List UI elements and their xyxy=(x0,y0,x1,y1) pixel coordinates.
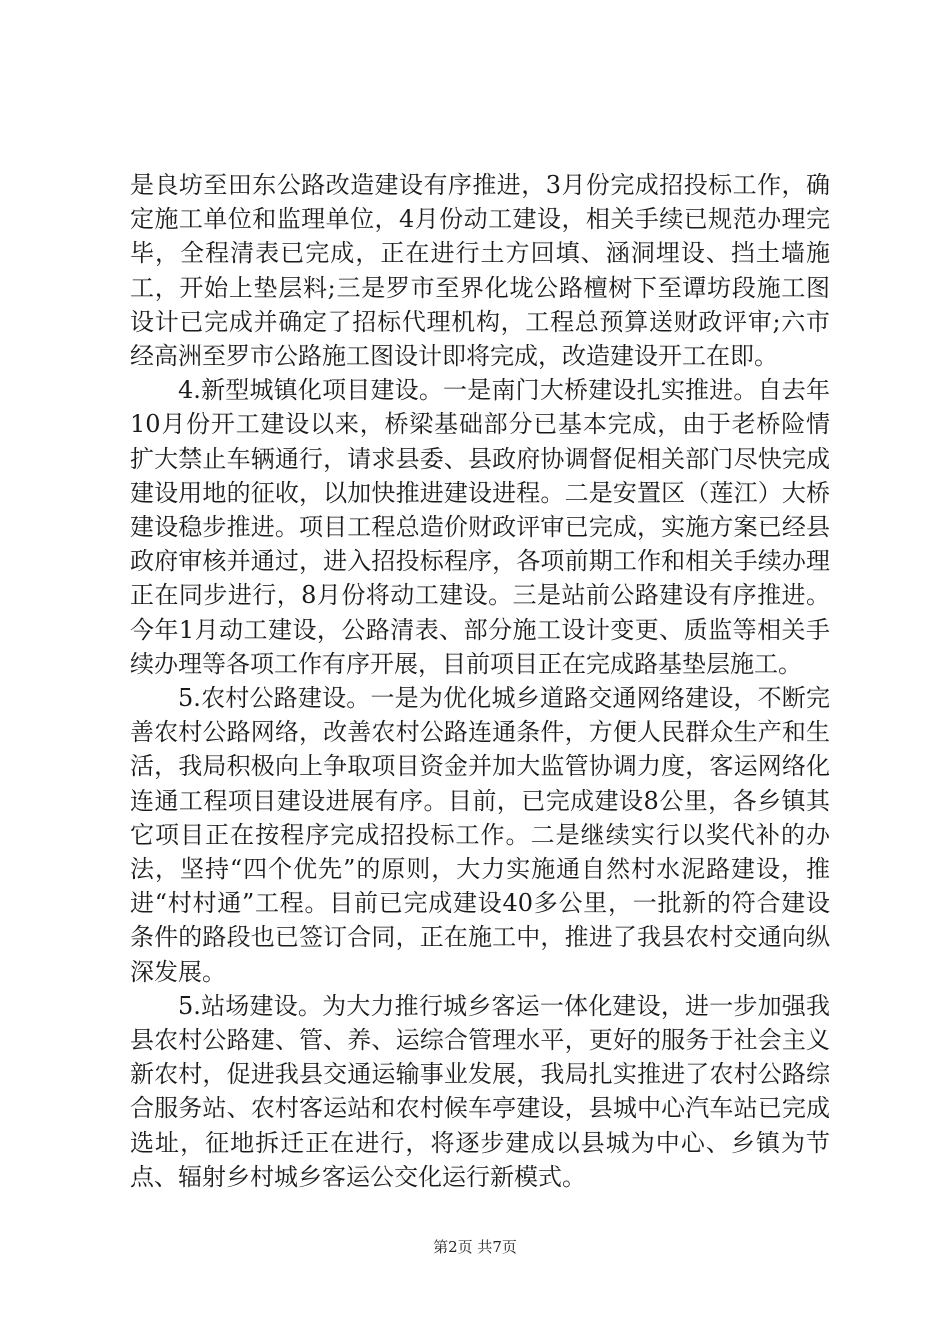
paragraph-continuation: 是良坊至田东公路改造建设有序推进，3月份完成招投标工作，确定施工单位和监理单位，4月份动工建设，相关手续已规范办理完毕，全程清表已完成，正在进行土方回填、涵洞埋设、挡土墙施工，开始上垫层料;三是罗市至界化垅公路檀树下至谭坊段施工图设计已完成并确定了招标代理机构，工程总预算送财政评审;六市经高洲至罗市公路施工图设计即将完成，改造建设开工在即。 xyxy=(130,171,830,371)
paragraph-new-urbanization: 4.新型城镇化项目建设。一是南门大桥建设扎实推进。自去年10月份开工建设以来，桥梁基础部分已基本完成，由于老桥险情扩大禁止车辆通行，请求县委、县政府协调督促相关部门尽快完成建设用地的征收，以加快推进建设进程。二是安置区（莲江）大桥建设稳步推进。项目工程总造价财政评审已完成，实施方案已经县政府审核并通过，进入招投标程序，各项前期工作和相关手续办理正在同步进行，8月份将动工建设。三是站前公路建设有序推进。今年1月动工建设，公路清表、部分施工设计变更、质监等相关手续办理等各项工作有序开展，目前项目正在完成路基垫层施工。 xyxy=(130,376,830,678)
paragraph-rural-roads: 5.农村公路建设。一是为优化城乡道路交通网络建设，不断完善农村公路网络，改善农村公路连通条件，方便人民群众生产和生活，我局积极向上争取项目资金并加大监管协调力度，客运网络化连通工程项目建设进展有序。目前，已完成建设8公里，各乡镇其它项目正在按程序完成招投标工作。二是继续实行以奖代补的办法，坚持“四个优先”的原则，大力实施通自然村水泥路建设，推进“村村通”工程。目前已完成建设40多公里，一批新的符合建设条件的路段也已签订合同，正在施工中，推进了我县农村交通向纵深发展。 xyxy=(130,684,830,986)
document-body xyxy=(130,168,830,1194)
paragraph-station-construction: 5.站场建设。为大力推行城乡客运一体化建设，进一步加强我县农村公路建、管、养、运综合管理水平，更好的服务于社会主义新农村，促进我县交通运输事业发展，我局扎实推进了农村公路综合服务站、农村客运站和农村候车亭建设，县城中心汽车站已完成选址，征地拆迁正在进行，将逐步建成以县城为中心、乡镇为节点、辐射乡村城乡客运公交化运行新模式。 xyxy=(130,991,830,1191)
page-footer: 第2页 共7页 xyxy=(433,1238,517,1256)
